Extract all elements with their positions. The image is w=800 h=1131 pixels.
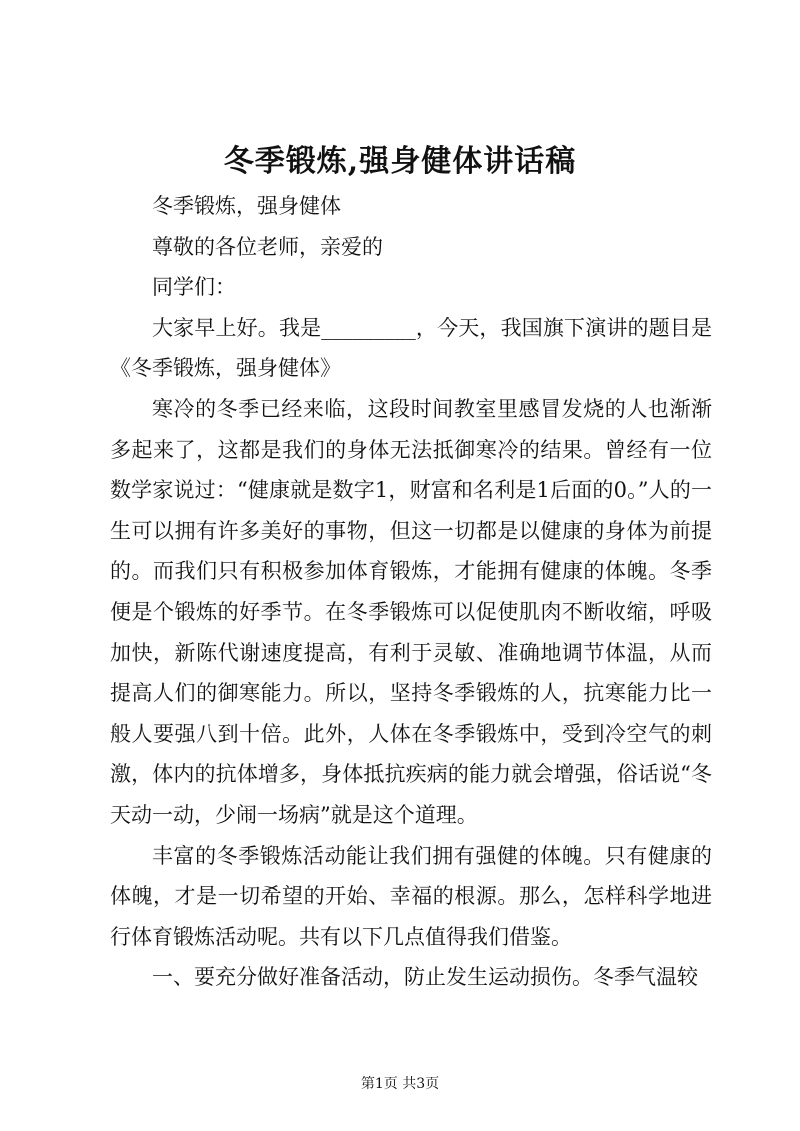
paragraph-subtitle: 冬季锻炼，强身健体 bbox=[152, 194, 341, 218]
paragraph-body-1: 寒冷的冬季已经来临，这段时间教室里感冒发烧的人也渐渐多起来了，这都是我们的身体无法抵御寒冷的结果。曾经有一位数学家说过：“健康就是数字1，财富和名利是1后面的0。”人的一生可以拥有许多美好的事物，但这一切都是以健康的身体为前提的。而我们只有积极参加体育锻炼，才能拥有健康的体魄。冬季便是个锻炼的好季节。在冬季锻炼可以促使肌肉不断收缩，呼吸加快，新陈代谢速度提高，有利于灵敏、准确地调节体温，从而提高人们的御寒能力。所以，坚持冬季锻炼的人，抗寒能力比一般人要强八到十倍。此外，人体在冬季锻炼中，受到冷空气的刺激，体内的抗体增多，身体抵抗疾病的能力就会增强，俗话说“冬天动一动，少闹一场病”就是这个道理。 bbox=[110, 396, 712, 827]
page-footer: 第1页 共3页 bbox=[360, 1076, 440, 1092]
paragraph-salutation-cont: 同学们： bbox=[152, 275, 236, 300]
paragraph-intro: 大家早上好。我是_________，今天，我国旗下演讲的题目是《冬季锻炼，强身健体》 bbox=[110, 315, 712, 381]
paragraph-salutation: 尊敬的各位老师，亲爱的 bbox=[152, 234, 383, 259]
paragraph-body-2: 丰富的冬季锻炼活动能让我们拥有强健的体魄。只有健康的体魄，才是一切希望的开始、幸福的根源。那么，怎样科学地进行体育锻炼活动呢。共有以下几点值得我们借鉴。 bbox=[110, 843, 712, 949]
paragraph-body-3: 一、要充分做好准备活动，防止发生运动损伤。冬季气温较 bbox=[152, 965, 698, 990]
document-body bbox=[110, 186, 712, 998]
document-title: 冬季锻炼,强身健体讲话稿 bbox=[223, 144, 577, 179]
